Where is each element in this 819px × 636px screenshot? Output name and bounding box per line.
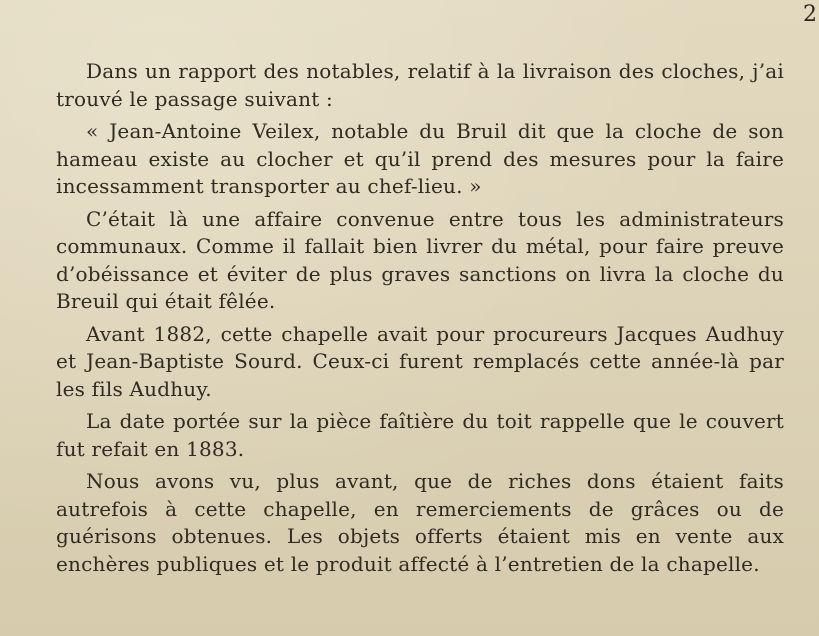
body-text xyxy=(56,58,784,578)
paragraph-6: Nous avons vu, plus avant, que de riches dons étaient faits autrefois à cette chapelle, en remerciements de grâces ou de guérisons obtenues. Les objets offerts étaient mis en vente aux enchères publiques et le produit affecté à l’entretien de la chapelle. xyxy=(56,469,784,576)
page-number: 2 xyxy=(803,2,817,27)
paragraph-5: La date portée sur la pièce faîtière du toit rappelle que le couvert fut refait en 1883. xyxy=(56,409,784,461)
paragraph-1: Dans un rapport des notables, relatif à la livraison des cloches, j’ai trouvé le passage suivant : xyxy=(56,59,784,111)
paragraph-2-quote: « Jean-Antoine Veilex, notable du Bruil dit que la cloche de son hameau existe au clocher et qu’il prend des mesures pour la faire incessamment transporter au chef-lieu. » xyxy=(56,119,784,198)
paragraph-4: Avant 1882, cette chapelle avait pour procureurs Jacques Audhuy et Jean-Baptiste Sourd. Ceux-ci furent remplacés cette année-là par les fils Audhuy. xyxy=(56,321,784,401)
paragraph-3: C’était là une affaire convenue entre tous les administrateurs communaux. Comme il fallait bien livrer du métal, pour faire preuve d’obéissance et éviter de plus graves sanctions on livra la cloche du Breuil qui était fêlée. xyxy=(56,206,784,313)
